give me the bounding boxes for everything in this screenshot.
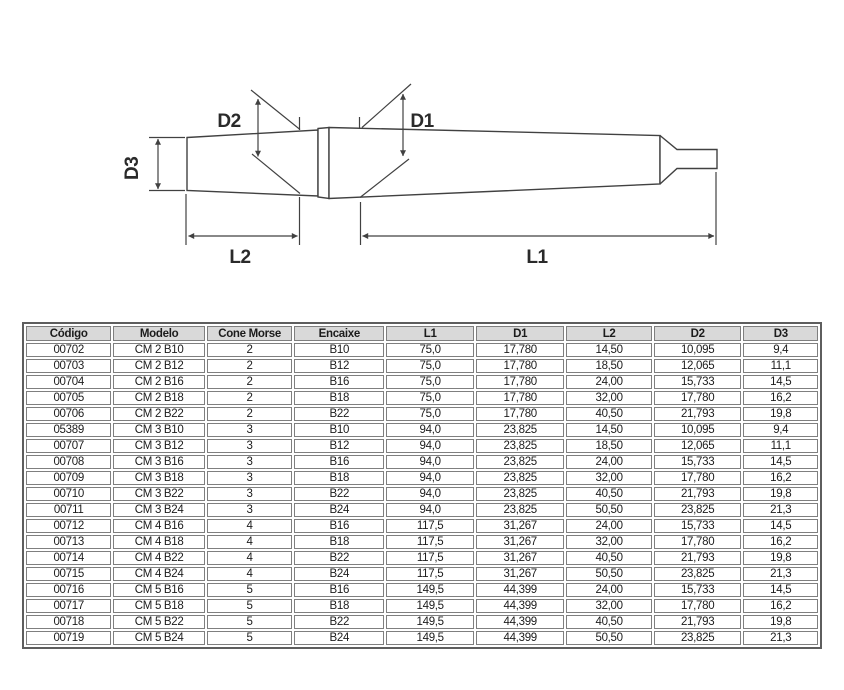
table-cell: 5 — [207, 615, 292, 629]
table-cell: 00710 — [26, 487, 111, 501]
table-cell: B12 — [294, 439, 384, 453]
column-header: Cone Morse — [207, 326, 292, 341]
table-row — [26, 503, 818, 517]
table-cell: 117,5 — [386, 551, 474, 565]
table-cell: CM 5 B24 — [113, 631, 205, 645]
table-cell: 00703 — [26, 359, 111, 373]
table-cell: CM 2 B16 — [113, 375, 205, 389]
table-row — [26, 551, 818, 565]
table-cell: 00714 — [26, 551, 111, 565]
table-cell: 23,825 — [476, 503, 564, 517]
table-cell: 4 — [207, 551, 292, 565]
table-cell: 44,399 — [476, 583, 564, 597]
dimension-l2 — [186, 194, 300, 268]
table-cell: 4 — [207, 567, 292, 581]
specs-table — [22, 322, 822, 649]
table-cell: B10 — [294, 343, 384, 357]
table-cell: 15,733 — [654, 375, 742, 389]
table-cell: 00718 — [26, 615, 111, 629]
table-cell: 149,5 — [386, 583, 474, 597]
table-cell: 23,825 — [654, 567, 742, 581]
table-cell: 31,267 — [476, 519, 564, 533]
table-row — [26, 567, 818, 581]
table-cell: 75,0 — [386, 343, 474, 357]
table-cell: 17,780 — [654, 599, 742, 613]
table-cell: 23,825 — [476, 487, 564, 501]
table-cell: B22 — [294, 407, 384, 421]
table-cell: 117,5 — [386, 519, 474, 533]
table-cell: 23,825 — [476, 439, 564, 453]
table-cell: 00707 — [26, 439, 111, 453]
table-cell: CM 4 B16 — [113, 519, 205, 533]
table-cell: 24,00 — [566, 455, 651, 469]
table-cell: 40,50 — [566, 551, 651, 565]
table-cell: 05389 — [26, 423, 111, 437]
table-cell: 44,399 — [476, 615, 564, 629]
table-cell: 16,2 — [743, 599, 818, 613]
table-cell: 44,399 — [476, 631, 564, 645]
column-header: L1 — [386, 326, 474, 341]
table-cell: B12 — [294, 359, 384, 373]
table-cell: B18 — [294, 471, 384, 485]
table-cell: 17,780 — [476, 343, 564, 357]
table-cell: 50,50 — [566, 567, 651, 581]
table-cell: 50,50 — [566, 503, 651, 517]
table-cell: B22 — [294, 615, 384, 629]
table-row — [26, 455, 818, 469]
table-cell: CM 3 B18 — [113, 471, 205, 485]
table-cell: B18 — [294, 599, 384, 613]
column-header: D1 — [476, 326, 564, 341]
table-cell: 75,0 — [386, 375, 474, 389]
table-cell: 10,095 — [654, 423, 742, 437]
table-cell: 149,5 — [386, 599, 474, 613]
table-cell: 17,780 — [654, 391, 742, 405]
table-cell: 21,793 — [654, 615, 742, 629]
table-row — [26, 391, 818, 405]
collar-section — [318, 128, 329, 199]
table-cell: 14,50 — [566, 423, 651, 437]
table-cell: 00706 — [26, 407, 111, 421]
table-cell: 50,50 — [566, 631, 651, 645]
table-cell: CM 4 B22 — [113, 551, 205, 565]
table-cell: CM 4 B18 — [113, 535, 205, 549]
table-cell: CM 3 B16 — [113, 455, 205, 469]
table-row — [26, 375, 818, 389]
table-cell: 17,780 — [654, 471, 742, 485]
table-cell: 31,267 — [476, 535, 564, 549]
table-cell: B16 — [294, 375, 384, 389]
table-cell: B16 — [294, 455, 384, 469]
table-cell: 9,4 — [743, 423, 818, 437]
dimension-d3 — [122, 138, 185, 191]
column-header: D3 — [743, 326, 818, 341]
table-cell: 14,50 — [566, 343, 651, 357]
table-cell: 5 — [207, 599, 292, 613]
table-cell: 32,00 — [566, 471, 651, 485]
table-cell: 75,0 — [386, 407, 474, 421]
dim-label-l2: L2 — [229, 247, 251, 268]
dim-label-d2: D2 — [217, 111, 241, 132]
table-cell: 5 — [207, 583, 292, 597]
table-cell: 117,5 — [386, 567, 474, 581]
table-cell: B22 — [294, 551, 384, 565]
table-cell: 17,780 — [476, 359, 564, 373]
table-row — [26, 407, 818, 421]
table-row — [26, 583, 818, 597]
table-cell: B16 — [294, 583, 384, 597]
column-header: Código — [26, 326, 111, 341]
table-cell: B24 — [294, 567, 384, 581]
table-cell: 15,733 — [654, 583, 742, 597]
table-row — [26, 423, 818, 437]
table-cell: 32,00 — [566, 535, 651, 549]
table-cell: B24 — [294, 631, 384, 645]
table-cell: 10,095 — [654, 343, 742, 357]
table-cell: 23,825 — [654, 503, 742, 517]
table-cell: 14,5 — [743, 375, 818, 389]
table-cell: 2 — [207, 343, 292, 357]
table-cell: 117,5 — [386, 535, 474, 549]
table-cell: 40,50 — [566, 487, 651, 501]
table-cell: 2 — [207, 391, 292, 405]
table-cell: CM 3 B22 — [113, 487, 205, 501]
table-cell: CM 4 B24 — [113, 567, 205, 581]
table-cell: 5 — [207, 631, 292, 645]
arbor-body — [187, 128, 717, 199]
table-cell: 24,00 — [566, 375, 651, 389]
table-cell: 12,065 — [654, 359, 742, 373]
table-cell: 19,8 — [743, 615, 818, 629]
table-cell: 2 — [207, 407, 292, 421]
table-cell: 21,793 — [654, 407, 742, 421]
table-cell: 18,50 — [566, 439, 651, 453]
table-row — [26, 471, 818, 485]
table-cell: 17,780 — [476, 407, 564, 421]
table-cell: 44,399 — [476, 599, 564, 613]
tang-section — [660, 136, 717, 185]
table-cell: 19,8 — [743, 551, 818, 565]
table-row — [26, 487, 818, 501]
table-row — [26, 343, 818, 357]
table-cell: B22 — [294, 487, 384, 501]
table-cell: 31,267 — [476, 567, 564, 581]
table-cell: CM 3 B10 — [113, 423, 205, 437]
table-cell: 94,0 — [386, 423, 474, 437]
column-header: Encaixe — [294, 326, 384, 341]
column-header: Modelo — [113, 326, 205, 341]
table-cell: 2 — [207, 359, 292, 373]
table-cell: B18 — [294, 391, 384, 405]
table-cell: 23,825 — [476, 455, 564, 469]
table-cell: 23,825 — [654, 631, 742, 645]
table-row — [26, 519, 818, 533]
table-cell: 00717 — [26, 599, 111, 613]
table-cell: 23,825 — [476, 423, 564, 437]
table-cell: 75,0 — [386, 359, 474, 373]
table-cell: 9,4 — [743, 343, 818, 357]
table-cell: 21,793 — [654, 487, 742, 501]
table-cell: 2 — [207, 375, 292, 389]
table-cell: 24,00 — [566, 583, 651, 597]
table-cell: 15,733 — [654, 519, 742, 533]
table-cell: 11,1 — [743, 439, 818, 453]
table-cell: 14,5 — [743, 519, 818, 533]
table-cell: 3 — [207, 471, 292, 485]
table-cell: CM 5 B16 — [113, 583, 205, 597]
table-cell: 12,065 — [654, 439, 742, 453]
table-cell: 00709 — [26, 471, 111, 485]
table-cell: 3 — [207, 423, 292, 437]
table-cell: CM 3 B12 — [113, 439, 205, 453]
table-cell: 21,3 — [743, 631, 818, 645]
table-row — [26, 631, 818, 645]
table-cell: 149,5 — [386, 615, 474, 629]
table-row — [26, 615, 818, 629]
table-cell: 24,00 — [566, 519, 651, 533]
table-cell: CM 2 B10 — [113, 343, 205, 357]
table-cell: 31,267 — [476, 551, 564, 565]
table-cell: 00713 — [26, 535, 111, 549]
arbor-dimension-diagram — [0, 0, 844, 310]
table-cell: 16,2 — [743, 391, 818, 405]
table-cell: B10 — [294, 423, 384, 437]
table-row — [26, 535, 818, 549]
table-cell: 21,3 — [743, 503, 818, 517]
table-cell: 11,1 — [743, 359, 818, 373]
table-cell: 4 — [207, 535, 292, 549]
table-cell: 00704 — [26, 375, 111, 389]
table-cell: 17,780 — [476, 391, 564, 405]
table-cell: 00708 — [26, 455, 111, 469]
column-header: D2 — [654, 326, 742, 341]
table-cell: 94,0 — [386, 487, 474, 501]
table-cell: 17,780 — [654, 535, 742, 549]
table-cell: 16,2 — [743, 535, 818, 549]
header-row — [26, 326, 818, 341]
table-cell: CM 2 B22 — [113, 407, 205, 421]
table-row — [26, 359, 818, 373]
table-cell: 3 — [207, 503, 292, 517]
table-cell: 32,00 — [566, 391, 651, 405]
table-cell: 75,0 — [386, 391, 474, 405]
table-cell: 16,2 — [743, 471, 818, 485]
table-cell: 00711 — [26, 503, 111, 517]
dim-label-d1: D1 — [410, 111, 434, 132]
table-cell: 94,0 — [386, 439, 474, 453]
table-cell: 18,50 — [566, 359, 651, 373]
table-cell: CM 3 B24 — [113, 503, 205, 517]
dim-label-d3: D3 — [122, 156, 143, 180]
table-cell: 19,8 — [743, 407, 818, 421]
table-row — [26, 599, 818, 613]
table-cell: 19,8 — [743, 487, 818, 501]
table-cell: 00716 — [26, 583, 111, 597]
dim-label-l1: L1 — [526, 247, 548, 268]
table-cell: CM 5 B18 — [113, 599, 205, 613]
table-cell: 21,3 — [743, 567, 818, 581]
table-cell: 00705 — [26, 391, 111, 405]
table-cell: 00702 — [26, 343, 111, 357]
table-cell: B18 — [294, 535, 384, 549]
table-cell: B16 — [294, 519, 384, 533]
table-cell: 3 — [207, 487, 292, 501]
column-header: L2 — [566, 326, 651, 341]
table-cell: 94,0 — [386, 503, 474, 517]
table-cell: 94,0 — [386, 471, 474, 485]
table-row — [26, 439, 818, 453]
table-cell: 3 — [207, 439, 292, 453]
table-cell: 94,0 — [386, 455, 474, 469]
table-cell: 21,793 — [654, 551, 742, 565]
table-cell: 00712 — [26, 519, 111, 533]
table-cell: 3 — [207, 455, 292, 469]
b-taper-section — [187, 130, 318, 196]
table-cell: CM 2 B18 — [113, 391, 205, 405]
table-cell: 23,825 — [476, 471, 564, 485]
table-cell: 40,50 — [566, 407, 651, 421]
table-cell: 40,50 — [566, 615, 651, 629]
table-cell: B24 — [294, 503, 384, 517]
table-cell: 00719 — [26, 631, 111, 645]
table-cell: 14,5 — [743, 583, 818, 597]
table-cell: 17,780 — [476, 375, 564, 389]
morse-taper-section — [329, 128, 660, 199]
table-cell: 15,733 — [654, 455, 742, 469]
table-cell: CM 5 B22 — [113, 615, 205, 629]
table-cell: CM 2 B12 — [113, 359, 205, 373]
table-cell: 14,5 — [743, 455, 818, 469]
table-cell: 4 — [207, 519, 292, 533]
table-cell: 32,00 — [566, 599, 651, 613]
table-cell: 149,5 — [386, 631, 474, 645]
table-cell: 00715 — [26, 567, 111, 581]
